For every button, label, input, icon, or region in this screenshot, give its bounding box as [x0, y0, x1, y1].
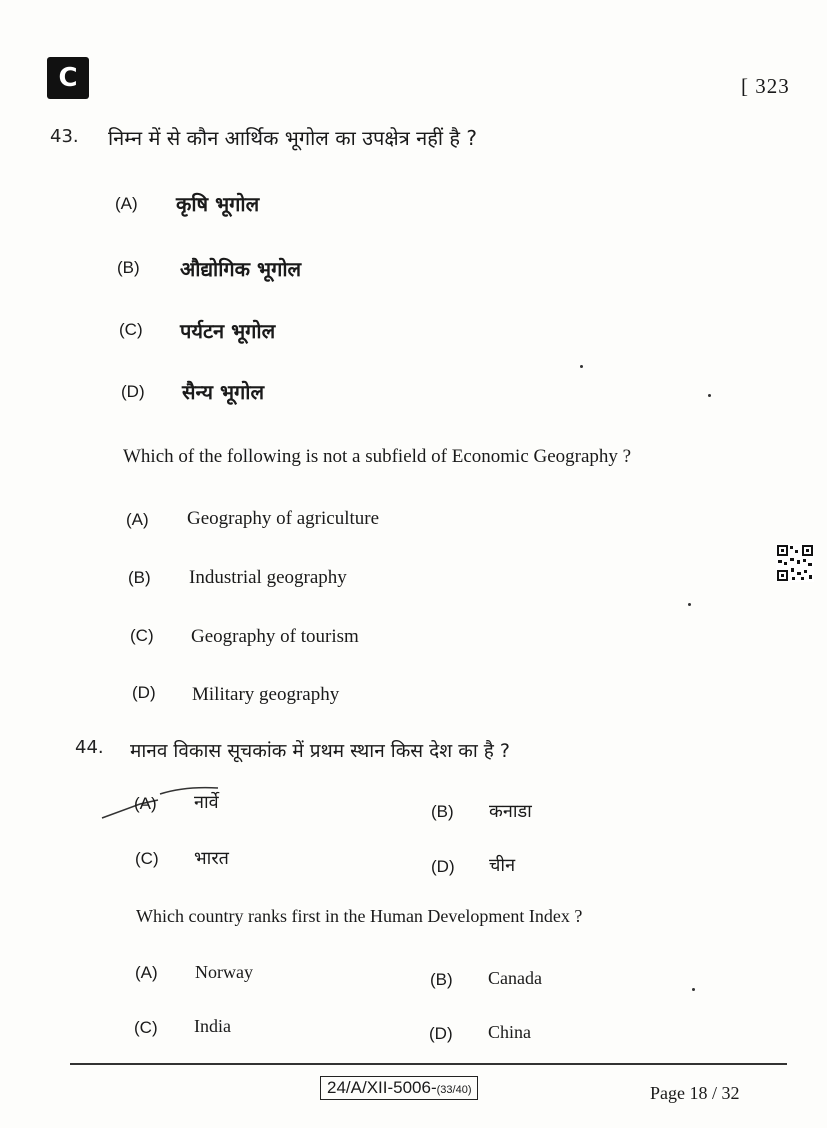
q43-english-option-b-label: (B): [128, 568, 151, 587]
scan-speck: [580, 365, 583, 368]
q43-english-option-d: Military geography: [192, 684, 340, 705]
q43-hindi-option-d: सैन्य भूगोल: [182, 380, 265, 404]
question-44-english: Which country ranks first in the Human Development Index ?: [136, 906, 583, 926]
question-44-hindi: मानव विकास सूचकांक में प्रथम स्थान किस देश का है ?: [130, 740, 510, 762]
q43-hindi-option-c: पर्यटन भूगोल: [180, 319, 276, 343]
scan-speck: [692, 988, 695, 991]
paper-code-main: 24/A/XII-5006-: [327, 1078, 437, 1097]
q44-hindi-option-d-label: (D): [431, 857, 455, 876]
qr-code-icon: [776, 544, 814, 582]
q44-english-option-a-label: (A): [135, 963, 158, 982]
q44-english-option-b-label: (B): [430, 970, 453, 989]
q43-english-option-c-label: (C): [130, 626, 154, 645]
q44-hindi-option-c-label: (C): [135, 849, 159, 868]
q44-hindi-option-b-label: (B): [431, 802, 454, 821]
q44-hindi-option-b: कनाडा: [489, 801, 532, 822]
q43-hindi-option-b-label: (B): [117, 258, 140, 277]
section-badge: C: [47, 57, 89, 99]
question-number-44: 44.: [75, 737, 104, 758]
q43-hindi-option-a-label: (A): [115, 194, 138, 213]
page-code: [ 323: [741, 74, 790, 98]
q43-hindi-option-b: औद्योगिक भूगोल: [180, 257, 302, 281]
q44-english-option-b: Canada: [488, 968, 542, 988]
q43-hindi-option-a: कृषि भूगोल: [176, 192, 260, 216]
page-number: Page 18 / 32: [650, 1083, 740, 1103]
q44-hindi-option-d: चीन: [489, 855, 516, 876]
q44-hindi-option-a: नार्वे: [194, 792, 219, 813]
scan-speck: [708, 394, 711, 397]
q43-english-option-b: Industrial geography: [189, 567, 347, 588]
paper-code-suffix: (33/40): [436, 1084, 472, 1096]
paper-code: [320, 1076, 478, 1100]
question-43-hindi: निम्न में से कौन आर्थिक भूगोल का उपक्षेत्र नहीं है ?: [108, 126, 478, 150]
question-43-english: Which of the following is not a subfield of Economic Geography ?: [123, 446, 632, 467]
q43-hindi-option-d-label: (D): [121, 382, 145, 401]
question-number-43: 43.: [50, 126, 79, 147]
q44-hindi-option-a-label: (A): [134, 794, 157, 813]
q44-english-option-d-label: (D): [429, 1024, 453, 1043]
q43-english-option-c: Geography of tourism: [191, 626, 359, 647]
q43-english-option-d-label: (D): [132, 683, 156, 702]
q43-english-option-a-label: (A): [126, 510, 149, 529]
q44-english-option-c-label: (C): [134, 1018, 158, 1037]
q44-hindi-option-c: भारत: [194, 848, 229, 869]
q43-english-option-a: Geography of agriculture: [187, 508, 380, 529]
q43-hindi-option-c-label: (C): [119, 320, 143, 339]
q44-english-option-a: Norway: [195, 962, 253, 982]
q44-english-option-d: China: [488, 1022, 531, 1042]
scan-speck: [688, 603, 691, 606]
q44-english-option-c: India: [194, 1016, 231, 1036]
footer-rule: [70, 1063, 787, 1065]
